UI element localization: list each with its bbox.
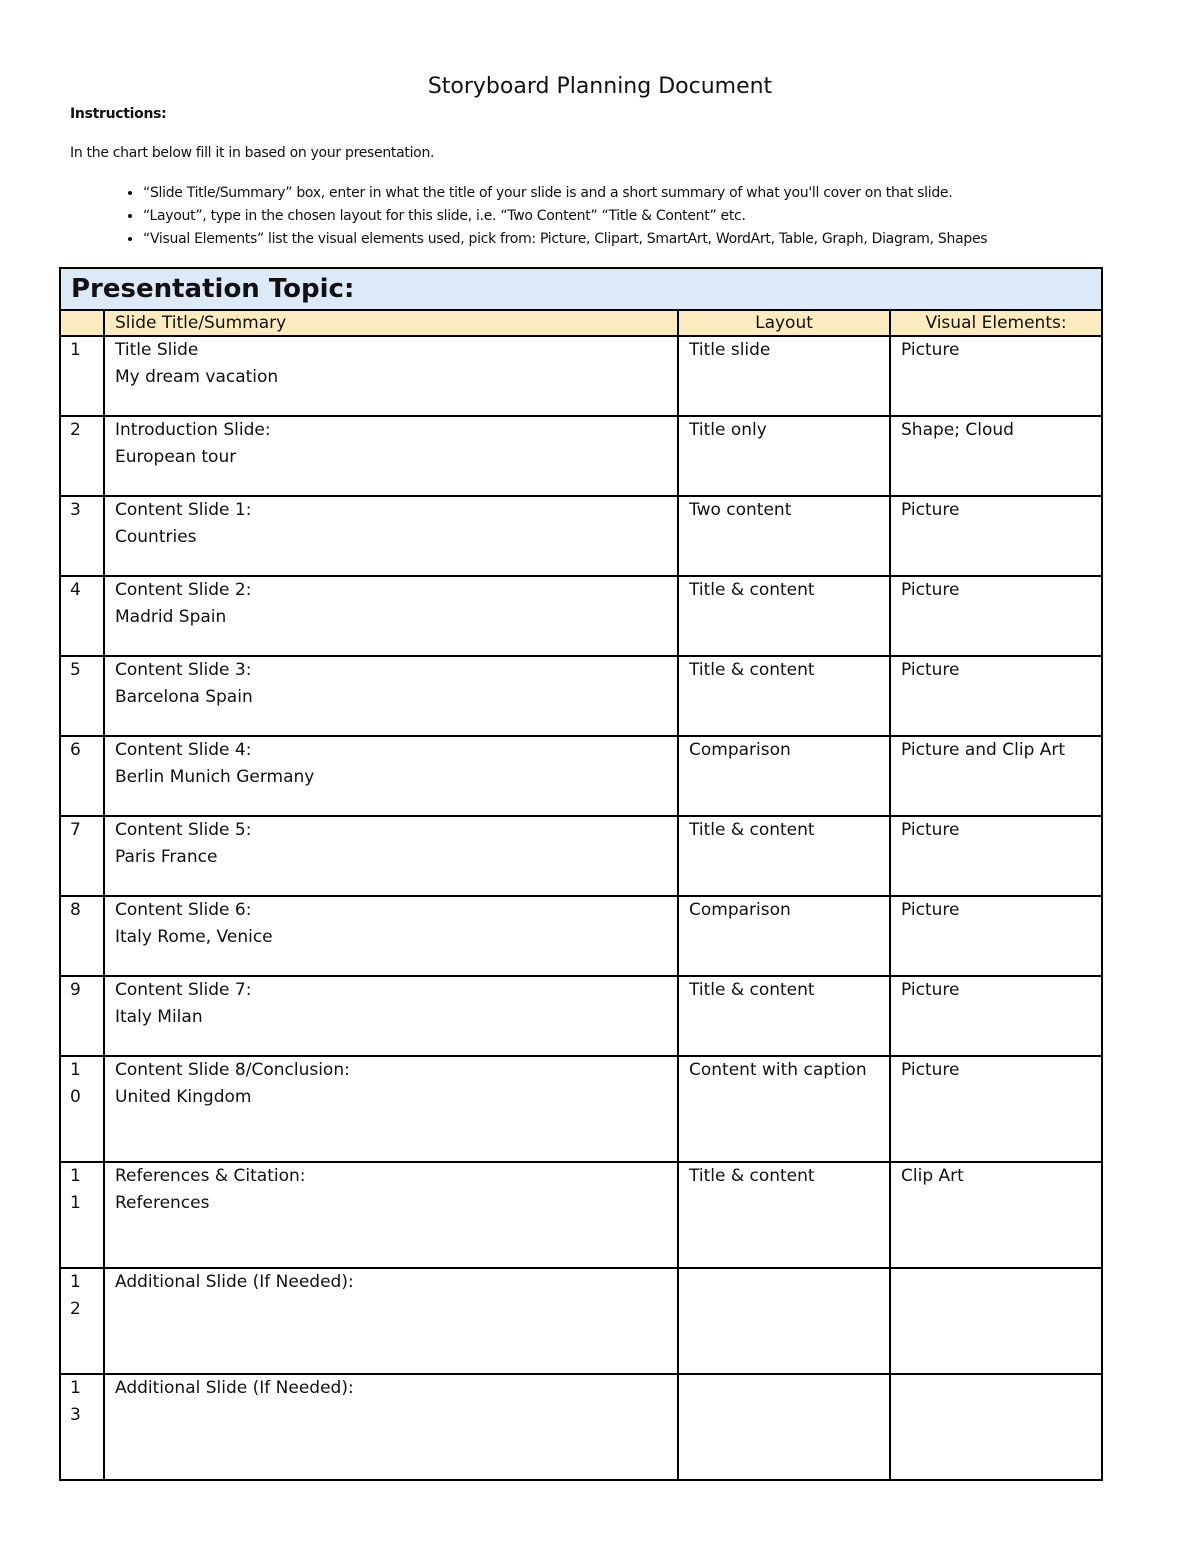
layout-value: Title & content [689, 580, 815, 600]
table-row [60, 736, 1102, 816]
slide-title-summary-cell[interactable] [104, 656, 678, 736]
slide-title: Content Slide 7: [115, 980, 252, 1000]
visual-elements-cell[interactable] [890, 576, 1102, 656]
layout-cell[interactable] [678, 1056, 890, 1162]
bullet-item: • “Layout”, type in the chosen layout for this slide, i.e. “Two Content” “Title & Content” etc. [143, 206, 987, 229]
slide-number: 5 [70, 660, 81, 680]
slide-title: Title Slide [115, 340, 199, 360]
slide-number: 9 [70, 980, 81, 1000]
visual-elements-value: Picture [901, 660, 960, 680]
slide-number: 6 [70, 740, 81, 760]
slide-title: Content Slide 8/Conclusion: [115, 1060, 350, 1080]
slide-summary: Madrid Spain [115, 607, 227, 627]
table-row [60, 896, 1102, 976]
slide-number-cell [60, 1162, 104, 1268]
slide-number-continued: 3 [70, 1405, 81, 1425]
layout-value: Title & content [689, 660, 815, 680]
visual-elements-value: Shape; Cloud [901, 420, 1014, 440]
bullet-item: • “Slide Title/Summary” box, enter in what the title of your slide is and a short summary of what you'll cover on that slide. [143, 183, 987, 206]
slide-title-summary-cell[interactable] [104, 576, 678, 656]
visual-elements-cell[interactable] [890, 896, 1102, 976]
slide-title: Introduction Slide: [115, 420, 271, 440]
slide-number-cell [60, 1268, 104, 1374]
layout-value: Title & content [689, 980, 815, 1000]
visual-elements-value: Picture [901, 980, 960, 1000]
slide-number-cell [60, 1374, 104, 1480]
slide-number: 8 [70, 900, 81, 920]
layout-value: Title slide [689, 340, 771, 360]
layout-cell[interactable] [678, 1268, 890, 1374]
slide-title: Content Slide 4: [115, 740, 252, 760]
visual-elements-value: Picture [901, 1060, 960, 1080]
layout-value: Title only [689, 420, 767, 440]
slide-title-summary-cell[interactable] [104, 1374, 678, 1480]
storyboard-table [59, 267, 1103, 1481]
slide-title-summary-cell[interactable] [104, 1268, 678, 1374]
slide-summary: My dream vacation [115, 367, 279, 387]
layout-value: Title & content [689, 1166, 815, 1186]
table-row [60, 1056, 1102, 1162]
slide-number-cell [60, 336, 104, 416]
layout-cell[interactable] [678, 736, 890, 816]
slide-number: 1 [70, 1272, 81, 1292]
layout-cell[interactable] [678, 976, 890, 1056]
layout-cell[interactable] [678, 896, 890, 976]
layout-value: Title & content [689, 820, 815, 840]
slide-number: 3 [70, 500, 81, 520]
table-row [60, 656, 1102, 736]
slide-title: Content Slide 6: [115, 900, 252, 920]
layout-cell[interactable] [678, 1374, 890, 1480]
table-row [60, 496, 1102, 576]
visual-elements-cell[interactable] [890, 416, 1102, 496]
visual-elements-cell[interactable] [890, 336, 1102, 416]
slide-title: Additional Slide (If Needed): [115, 1378, 354, 1398]
slide-title-summary-cell[interactable] [104, 1162, 678, 1268]
slide-title-summary-cell[interactable] [104, 416, 678, 496]
visual-elements-value: Clip Art [901, 1166, 964, 1186]
slide-number: 4 [70, 580, 81, 600]
slide-number-cell [60, 736, 104, 816]
document-title: Storyboard Planning Document [427, 74, 773, 99]
visual-elements-cell[interactable] [890, 1268, 1102, 1374]
slide-title-summary-cell[interactable] [104, 976, 678, 1056]
slide-number-cell [60, 416, 104, 496]
slide-summary: Barcelona Spain [115, 687, 253, 707]
table-row [60, 1374, 1102, 1480]
instructions-bullets [100, 183, 987, 252]
presentation-topic-label: Presentation Topic: [71, 274, 355, 304]
slide-title-summary-cell[interactable] [104, 816, 678, 896]
layout-cell[interactable] [678, 1162, 890, 1268]
instructions-text: In the chart below fill it in based on your presentation. [70, 145, 435, 161]
slide-summary: European tour [115, 447, 237, 467]
instructions-label: Instructions: [70, 106, 167, 122]
header-visual-elements: Visual Elements: [890, 310, 1102, 336]
visual-elements-value: Picture [901, 580, 960, 600]
layout-cell[interactable] [678, 816, 890, 896]
slide-title: Content Slide 1: [115, 500, 252, 520]
slide-title-summary-cell[interactable] [104, 1056, 678, 1162]
slide-number-cell [60, 576, 104, 656]
table-row [60, 816, 1102, 896]
slide-number-cell [60, 656, 104, 736]
slide-summary: Italy Milan [115, 1007, 203, 1027]
visual-elements-cell[interactable] [890, 1056, 1102, 1162]
visual-elements-cell[interactable] [890, 816, 1102, 896]
slide-summary: Paris France [115, 847, 218, 867]
layout-cell[interactable] [678, 336, 890, 416]
slide-number: 7 [70, 820, 81, 840]
slide-number: 1 [70, 1378, 81, 1398]
table-row [60, 336, 1102, 416]
header-layout: Layout [678, 310, 890, 336]
slide-title: Content Slide 2: [115, 580, 252, 600]
table-header-row [60, 310, 1102, 336]
slide-number-cell [60, 816, 104, 896]
slide-number-cell [60, 976, 104, 1056]
slide-number: 1 [70, 1166, 81, 1186]
visual-elements-cell[interactable] [890, 656, 1102, 736]
header-number [60, 310, 104, 336]
table-row [60, 976, 1102, 1056]
presentation-topic-cell[interactable] [60, 268, 1102, 310]
visual-elements-cell[interactable] [890, 736, 1102, 816]
slide-number-continued: 2 [70, 1299, 81, 1319]
slide-title-summary-cell[interactable] [104, 336, 678, 416]
visual-elements-value: Picture [901, 820, 960, 840]
slide-number-cell [60, 1056, 104, 1162]
slide-title: Content Slide 5: [115, 820, 252, 840]
visual-elements-cell[interactable] [890, 1162, 1102, 1268]
bullet-item: • “Visual Elements” list the visual elements used, pick from: Picture, Clipart, SmartArt, WordArt, Table, Graph, Diagram, Shapes [143, 229, 987, 252]
layout-cell[interactable] [678, 656, 890, 736]
layout-value: Two content [689, 500, 792, 520]
slide-title-summary-cell[interactable] [104, 896, 678, 976]
header-slide-title-summary: Slide Title/Summary [104, 310, 678, 336]
slide-summary: Berlin Munich Germany [115, 767, 315, 787]
visual-elements-value: Picture and Clip Art [901, 740, 1066, 760]
slide-title-summary-cell[interactable] [104, 496, 678, 576]
slide-number: 1 [70, 1060, 81, 1080]
slide-summary: Italy Rome, Venice [115, 927, 273, 947]
visual-elements-cell[interactable] [890, 1374, 1102, 1480]
slide-number-cell [60, 896, 104, 976]
layout-cell[interactable] [678, 496, 890, 576]
slide-title: Additional Slide (If Needed): [115, 1272, 354, 1292]
layout-cell[interactable] [678, 416, 890, 496]
visual-elements-cell[interactable] [890, 496, 1102, 576]
layout-cell[interactable] [678, 576, 890, 656]
visual-elements-value: Picture [901, 900, 960, 920]
slide-summary: United Kingdom [115, 1087, 252, 1107]
slide-summary: References [115, 1193, 210, 1213]
slide-number-continued: 0 [70, 1087, 81, 1107]
visual-elements-value: Picture [901, 500, 960, 520]
table-row [60, 576, 1102, 656]
table-row [60, 416, 1102, 496]
visual-elements-cell[interactable] [890, 976, 1102, 1056]
slide-number-cell [60, 496, 104, 576]
layout-value: Content with caption [689, 1060, 867, 1080]
slide-number: 2 [70, 420, 81, 440]
table-row [60, 1162, 1102, 1268]
layout-value: Comparison [689, 900, 791, 920]
slide-summary: Countries [115, 527, 197, 547]
slide-title: Content Slide 3: [115, 660, 252, 680]
layout-value: Comparison [689, 740, 791, 760]
slide-number: 1 [70, 340, 81, 360]
table-row [60, 1268, 1102, 1374]
visual-elements-value: Picture [901, 340, 960, 360]
slide-title: References & Citation: [115, 1166, 306, 1186]
slide-number-continued: 1 [70, 1193, 81, 1213]
slide-title-summary-cell[interactable] [104, 736, 678, 816]
